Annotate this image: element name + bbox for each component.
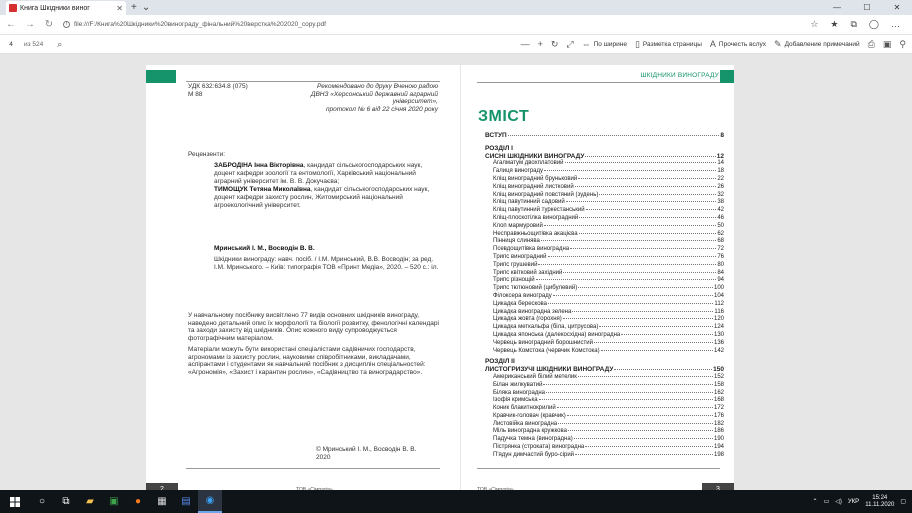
toc-item[interactable] — [485, 436, 724, 444]
forward-button[interactable]: → — [25, 19, 35, 30]
toc-item-page: 152 — [713, 373, 724, 380]
page-number-input[interactable]: 4 — [9, 40, 13, 48]
fit-width-label: По ширине — [593, 40, 627, 48]
copyright — [316, 446, 416, 462]
page-view-icon: ▯ — [634, 38, 640, 49]
toc-item[interactable] — [485, 215, 724, 223]
info-icon[interactable]: i — [63, 21, 70, 28]
toc-item-page: 46 — [717, 214, 724, 221]
toc-list-1 — [485, 160, 724, 355]
toc-item-title: Червець виноградний борошнистий — [493, 339, 593, 346]
system-tray — [813, 495, 912, 509]
toc-leader — [575, 454, 713, 455]
close-window-button[interactable]: ✕ — [893, 3, 901, 12]
toc-item-page: 84 — [717, 269, 724, 276]
toc-leader — [575, 186, 717, 187]
firefox-icon[interactable]: ● — [134, 496, 142, 507]
toc-item-page: 116 — [714, 308, 724, 315]
toc-item-title: Кліщ павутинний туркестанський — [493, 207, 585, 214]
refresh-button[interactable]: ↻ — [44, 19, 54, 30]
green-bar — [720, 70, 734, 83]
toc-item[interactable] — [485, 301, 724, 309]
reviewer-1-name: ЗАБРОДІНА Інна Вікторівна — [214, 162, 304, 169]
close-tab-icon[interactable]: ✕ — [116, 3, 123, 13]
toc-item[interactable] — [485, 293, 724, 301]
toc-leader — [621, 334, 713, 335]
toc-item[interactable] — [485, 231, 724, 239]
udk: УДК 632:634.8 (075) — [188, 83, 248, 90]
green-bar — [146, 70, 176, 83]
toc-leader — [614, 369, 712, 370]
toc-leader — [548, 256, 717, 257]
page-total: из 524 — [24, 40, 44, 48]
table-of-contents — [485, 132, 724, 460]
toc-item[interactable] — [485, 324, 724, 332]
toc-leader — [538, 264, 716, 265]
toc-item-title: Філоксера винограду — [493, 292, 552, 299]
search-icon[interactable]: ○ — [38, 496, 46, 507]
chevron-up-icon[interactable]: ⌃ — [812, 499, 818, 505]
toc-item-page: 22 — [717, 175, 724, 182]
toc-leader — [601, 350, 713, 351]
rec-line-1: Рекомендовано до друку Вченою радою — [317, 83, 438, 90]
toc-leader — [539, 399, 713, 400]
reviewer-1-text: , кандидат сільськогосподарських наук, доцент кафедри зоології та ентомології, Харківський національний аграрний університет ім. В. В. Докучаєва; — [214, 162, 423, 185]
toc-item[interactable] — [485, 132, 724, 140]
toc-item-page: 162 — [713, 389, 724, 396]
pin-icon[interactable]: ⚲ — [899, 38, 906, 49]
divider — [477, 82, 720, 83]
toc-leader — [567, 415, 713, 416]
toc-item-page: 120 — [713, 316, 724, 323]
toc-leader — [578, 376, 713, 377]
notifications-icon[interactable]: ▢ — [900, 499, 906, 505]
add-notes-label: Добавление примечаний — [784, 40, 860, 48]
toc-item[interactable] — [485, 405, 724, 413]
search-icon[interactable]: ⌕ — [57, 38, 63, 49]
toc-leader — [599, 194, 716, 195]
zoom-out-icon[interactable]: — — [520, 39, 530, 49]
toc-item[interactable] — [485, 160, 724, 168]
toc-item-title: Цикадка берескова — [493, 300, 548, 307]
toc-item-title: ЛИСТОГРИЗУЧІ ШКІДНИКИ ВИНОГРАДУ — [485, 366, 614, 374]
toc-leader — [548, 303, 713, 304]
toc-item[interactable] — [485, 199, 724, 207]
toc-item-title: Цикадка виноградна зелена — [493, 308, 572, 315]
pdf-viewer[interactable] — [0, 54, 912, 490]
toc-leader — [579, 217, 716, 218]
recommendation — [268, 83, 438, 113]
toc-item[interactable] — [485, 332, 724, 340]
toc-item-title: ВСТУП — [485, 132, 507, 139]
toc-item-page: 176 — [713, 412, 724, 419]
toc-item-page: 32 — [717, 191, 724, 198]
toc-item-page: 76 — [717, 253, 724, 260]
toc-item-title: Трипс тютюновий (цибулевий) — [493, 285, 578, 292]
toc-leader — [574, 438, 713, 439]
url-text: file:///F:/Книга%20Шкідники%20винограду_фінальний%20верстка%202020_copy.pdf — [74, 21, 326, 28]
toc-item-title: Міль виноградна кружкова — [493, 428, 567, 435]
reviewers-label: Рецензенти: — [188, 151, 226, 158]
toc-item[interactable] — [485, 246, 724, 254]
back-button[interactable]: ← — [6, 19, 16, 30]
toc-item[interactable] — [485, 348, 724, 356]
clock[interactable] — [865, 495, 894, 509]
save-icon[interactable]: ▣ — [882, 38, 892, 49]
toc-item[interactable] — [485, 382, 724, 390]
toc-item-page: 136 — [713, 339, 724, 346]
page-view-label: Разметка страницы — [642, 40, 702, 48]
pdf-toolbar — [0, 35, 912, 54]
toc-leader — [570, 248, 716, 249]
network-icon[interactable]: ▭ — [823, 499, 830, 505]
maximize-button[interactable]: ☐ — [863, 3, 871, 12]
toc-item-page: 130 — [713, 331, 724, 338]
toc-item[interactable] — [485, 309, 724, 317]
toc-item[interactable] — [485, 413, 724, 421]
citation — [214, 245, 442, 272]
toc-item-page: 124 — [713, 324, 724, 331]
toc-leader — [553, 295, 713, 296]
toc-item-title: Клоп мармуровий — [493, 222, 543, 229]
toc-item-title: П'ядун димчастий буро-сірий — [493, 451, 575, 458]
toc-item-title: Пістрянка (строката) виноградна — [493, 444, 585, 451]
toc-item[interactable] — [485, 262, 724, 270]
taskbar — [0, 490, 912, 513]
toc-leader — [586, 209, 717, 210]
toc-item-page: 142 — [713, 347, 724, 354]
toc-item-page: 42 — [717, 207, 724, 214]
toc-item-title: Червець Комстока (червчик Комстока) — [493, 347, 600, 354]
photos-icon[interactable]: ▣ — [109, 496, 119, 507]
toc-item-title: Білан жилкуватий — [493, 381, 543, 388]
fit-width-icon: ⇔ — [581, 39, 591, 49]
toc-leader — [563, 318, 713, 319]
toc-item-page: 190 — [713, 436, 724, 443]
toc-item[interactable] — [485, 207, 724, 215]
toc-item-page: 72 — [717, 246, 724, 253]
toc-item-page: 38 — [717, 199, 724, 206]
toc-item-title: Трипс квітковий західний — [493, 269, 563, 276]
toc-item[interactable] — [485, 168, 724, 176]
toc-leader — [565, 162, 717, 163]
toc-item-title: Псевдощитівка виноградна — [493, 246, 570, 253]
toc-item-page: 26 — [717, 183, 724, 190]
toc-item-title: Коник блакитнокрилий — [493, 405, 556, 412]
rec-line-3: протокол № 6 від 22 січня 2020 року — [325, 105, 438, 113]
toc-item-title: Галиця винограду — [493, 168, 544, 175]
toc-item-title: Трипс виноградний — [493, 253, 547, 260]
m-code: М 88 — [188, 90, 203, 98]
pen-icon: ✎ — [774, 38, 782, 49]
toc-leader — [566, 201, 717, 202]
favorites-icon[interactable]: ★ — [830, 19, 839, 29]
toc-item-title: Кліщ виноградний бруньковий — [493, 175, 578, 182]
reviewer-2-name: ТИМОЩУК Тетяна Миколаївна — [214, 186, 311, 193]
toc-item[interactable] — [485, 421, 724, 429]
title-bar — [0, 0, 912, 15]
fit-icon[interactable]: ⤢ — [566, 38, 574, 49]
toc-list-2 — [485, 374, 724, 460]
toc-item-title: Несправжньощитівка акацієва — [493, 230, 578, 237]
clock-time: 15:24 — [872, 494, 888, 501]
toc-item-title: Трипс грушевий — [493, 261, 538, 268]
reviewers — [188, 151, 440, 210]
clock-date: 11.11.2020 — [865, 501, 895, 508]
toc-leader — [578, 287, 713, 288]
toc-item-page: 18 — [717, 168, 724, 175]
browser-tab[interactable] — [6, 1, 126, 15]
toc-item[interactable] — [485, 176, 724, 184]
toc-title: ЗМІСТ — [478, 108, 530, 125]
file-explorer-icon[interactable]: ▰ — [86, 496, 94, 507]
divider — [186, 81, 440, 82]
toc-item[interactable] — [485, 316, 724, 324]
pdf-page-left — [146, 65, 460, 497]
address-bar-row — [0, 15, 912, 35]
new-tab-button[interactable]: + — [131, 2, 137, 13]
abstract-p1: У навчальному посібнику висвітлено 77 видів основних шкідників винограду, наведено детальний опис їх морфології та біології розвитку, фенологічні календарі та заходи захисту від шкідників. Опис кожного виду супроводжується фотографічним матеріалом. — [188, 312, 439, 343]
citation-text: Шкідники винограду: навч. посіб. / І.М. Мринський, В.В. Восводін; за ред. І.М. Мринського. – Київ: типографія ТОВ «Принт Медіа», 2020. – 520 с.: іл. — [214, 256, 439, 271]
running-header: ШКІДНИКИ ВИНОГРАДУ — [640, 72, 719, 79]
toc-item-title: Кравчик-головач (кравчик) — [493, 412, 566, 419]
abstract — [188, 312, 442, 380]
toc-item-page: 104 — [713, 292, 724, 299]
app-icon[interactable]: ▦ — [157, 496, 167, 507]
toc-leader — [585, 446, 713, 447]
toc-leader — [594, 342, 713, 343]
toc-leader — [563, 272, 716, 273]
toc-item-page: 168 — [713, 397, 724, 404]
print-icon[interactable]: ⎙ — [867, 38, 875, 49]
minimize-button[interactable]: — — [833, 3, 841, 12]
toc-leader — [572, 311, 713, 312]
toc-item[interactable] — [485, 184, 724, 192]
favorite-star-icon[interactable]: ☆ — [810, 19, 819, 29]
copyright-line: © Мринський І. М., Восводін В. В. — [316, 446, 417, 453]
toc-item-page: 194 — [713, 444, 724, 451]
toc-leader — [599, 326, 713, 327]
edge-icon[interactable]: ◉ — [198, 490, 222, 513]
tab-menu-chevron-icon[interactable]: ⌄ — [141, 2, 151, 13]
toc-item-title: Цикадка меткальфа (біла, цитрусова) — [493, 324, 599, 331]
toc-item-title: Ізофія кримська — [493, 397, 538, 404]
toc-item-title: Кліщ павутинний садовий — [493, 199, 565, 206]
copyright-year: 2020 — [316, 454, 331, 461]
toc-item-title: Агалматум двохплатовий — [493, 160, 564, 167]
windows-start-icon[interactable] — [0, 490, 30, 513]
toc-item[interactable] — [485, 340, 724, 348]
toc-leader — [508, 135, 720, 136]
toc-item[interactable] — [485, 444, 724, 452]
divider — [186, 468, 440, 469]
toc-item-title: Біляка виноградна — [493, 389, 545, 396]
toc-item[interactable] — [485, 452, 724, 460]
toc-leader — [558, 423, 713, 424]
toc-item-page: 68 — [717, 238, 724, 245]
toc-item-title: Цикадка японська (далекосхідна) виноградна — [493, 331, 621, 338]
toc-leader — [557, 407, 713, 408]
toc-item-title: Пінниця слинява — [493, 238, 540, 245]
rec-line-2: ДВНЗ «Херсонський державний аграрний університет», — [310, 90, 438, 105]
section-label: РОЗДІЛ ІІ — [485, 358, 515, 366]
toc-item-title: Трипс різнощій — [493, 277, 535, 284]
toc-leader — [543, 384, 713, 385]
word-icon[interactable]: ▤ — [181, 496, 191, 507]
toc-leader — [544, 225, 717, 226]
more-menu-icon[interactable]: … — [891, 19, 900, 29]
profile-icon[interactable]: ◯ — [868, 19, 879, 29]
window-controls — [822, 0, 912, 15]
pdf-page-right — [461, 65, 734, 497]
language-indicator[interactable]: УКР — [847, 498, 860, 505]
tab-title: Книга Шкідники виног — [20, 4, 90, 12]
toc-item[interactable] — [485, 428, 724, 436]
toc-item[interactable] — [485, 238, 724, 246]
toc-leader — [536, 279, 717, 280]
toc-item-page: 8 — [720, 132, 724, 139]
toc-item-title: Американський білий метелик — [493, 373, 577, 380]
authors: Мринський І. М., Восводін В. В. — [214, 245, 315, 252]
section-label: РОЗДІЛ І — [485, 144, 513, 152]
toc-item-title: Кліщ виноградний повстяний (зудень) — [493, 191, 599, 198]
toc-section[interactable] — [485, 366, 724, 374]
toc-item-page: 150 — [713, 366, 724, 374]
collections-icon[interactable]: ⧉ — [850, 19, 857, 29]
toc-leader — [546, 392, 713, 393]
toc-item-page: 94 — [717, 277, 724, 284]
toc-item[interactable] — [485, 397, 724, 405]
toc-item-page: 80 — [717, 261, 724, 268]
toc-leader — [585, 156, 715, 157]
toc-item-title: СИСНІ ШКІДНИКИ ВИНОГРАДУ — [485, 152, 585, 160]
toc-item-page: 186 — [713, 428, 724, 435]
divider — [477, 468, 720, 469]
task-view-icon[interactable]: ⧉ — [62, 496, 70, 507]
toc-item-title: Кліщ виноградний листковий — [493, 183, 574, 190]
toc-item-title: Падучка темна (виноградна) — [493, 436, 573, 443]
add-notes-button[interactable] — [774, 39, 860, 50]
read-aloud-label: Прочесть вслух — [718, 40, 767, 48]
toc-item-page: 198 — [713, 451, 724, 458]
pdf-icon — [9, 4, 17, 12]
toc-item-page: 12 — [716, 152, 724, 160]
toc-item-page: 100 — [713, 285, 724, 292]
read-aloud-button[interactable] — [710, 39, 766, 49]
toc-item[interactable] — [485, 254, 724, 262]
toc-leader — [544, 170, 716, 171]
page-view-button[interactable] — [635, 39, 702, 50]
reviewer-1 — [188, 162, 440, 186]
read-aloud-icon: A — [709, 39, 716, 49]
toc-item-page: 62 — [717, 230, 724, 237]
fit-width-button[interactable] — [582, 39, 627, 49]
rotate-icon[interactable]: ↻ — [550, 38, 559, 49]
toc-item[interactable] — [485, 223, 724, 231]
toc-item-page: 50 — [717, 222, 724, 229]
toc-leader — [579, 233, 717, 234]
toc-item-page: 182 — [713, 420, 724, 427]
reviewer-2 — [188, 186, 440, 210]
toc-item[interactable] — [485, 390, 724, 398]
toc-item-page: 172 — [713, 405, 724, 412]
toc-item-page: 14 — [717, 160, 724, 167]
toc-item[interactable] — [485, 277, 724, 285]
toc-item-title: Цикадка жовта (горохня) — [493, 316, 562, 323]
toc-item-title: Кліщ-плоскотілка виноградний — [493, 214, 579, 221]
toc-item-title: Листовійка виноградна — [493, 420, 558, 427]
zoom-in-icon[interactable]: + — [537, 39, 543, 49]
reviewer-2-text: , кандидат сільськогосподарських наук, доцент кафедри захисту рослин, Житомирський національний агроекологічний університет. — [214, 186, 430, 209]
toc-leader — [541, 240, 716, 241]
toc-leader — [568, 430, 713, 431]
volume-icon[interactable]: ◁) — [835, 499, 842, 505]
toc-item[interactable] — [485, 285, 724, 293]
toc-item-page: 158 — [713, 381, 724, 388]
toc-item-page: 112 — [714, 300, 724, 307]
udk-block — [188, 83, 248, 98]
toc-leader — [578, 178, 716, 179]
abstract-p2: Матеріали можуть бути використані спеціалістами садівничих господарств, агрономами із захисту рослин, науковими співробітниками, викладачами, аспірантами і студентами як навчальний посібник з дисциплін спеціальностей: «Агрономія», «Захист і карантин рослин», «Садівництво та виноградарство». — [188, 345, 426, 376]
toc-item[interactable] — [485, 374, 724, 382]
address-bar[interactable] — [63, 18, 773, 32]
